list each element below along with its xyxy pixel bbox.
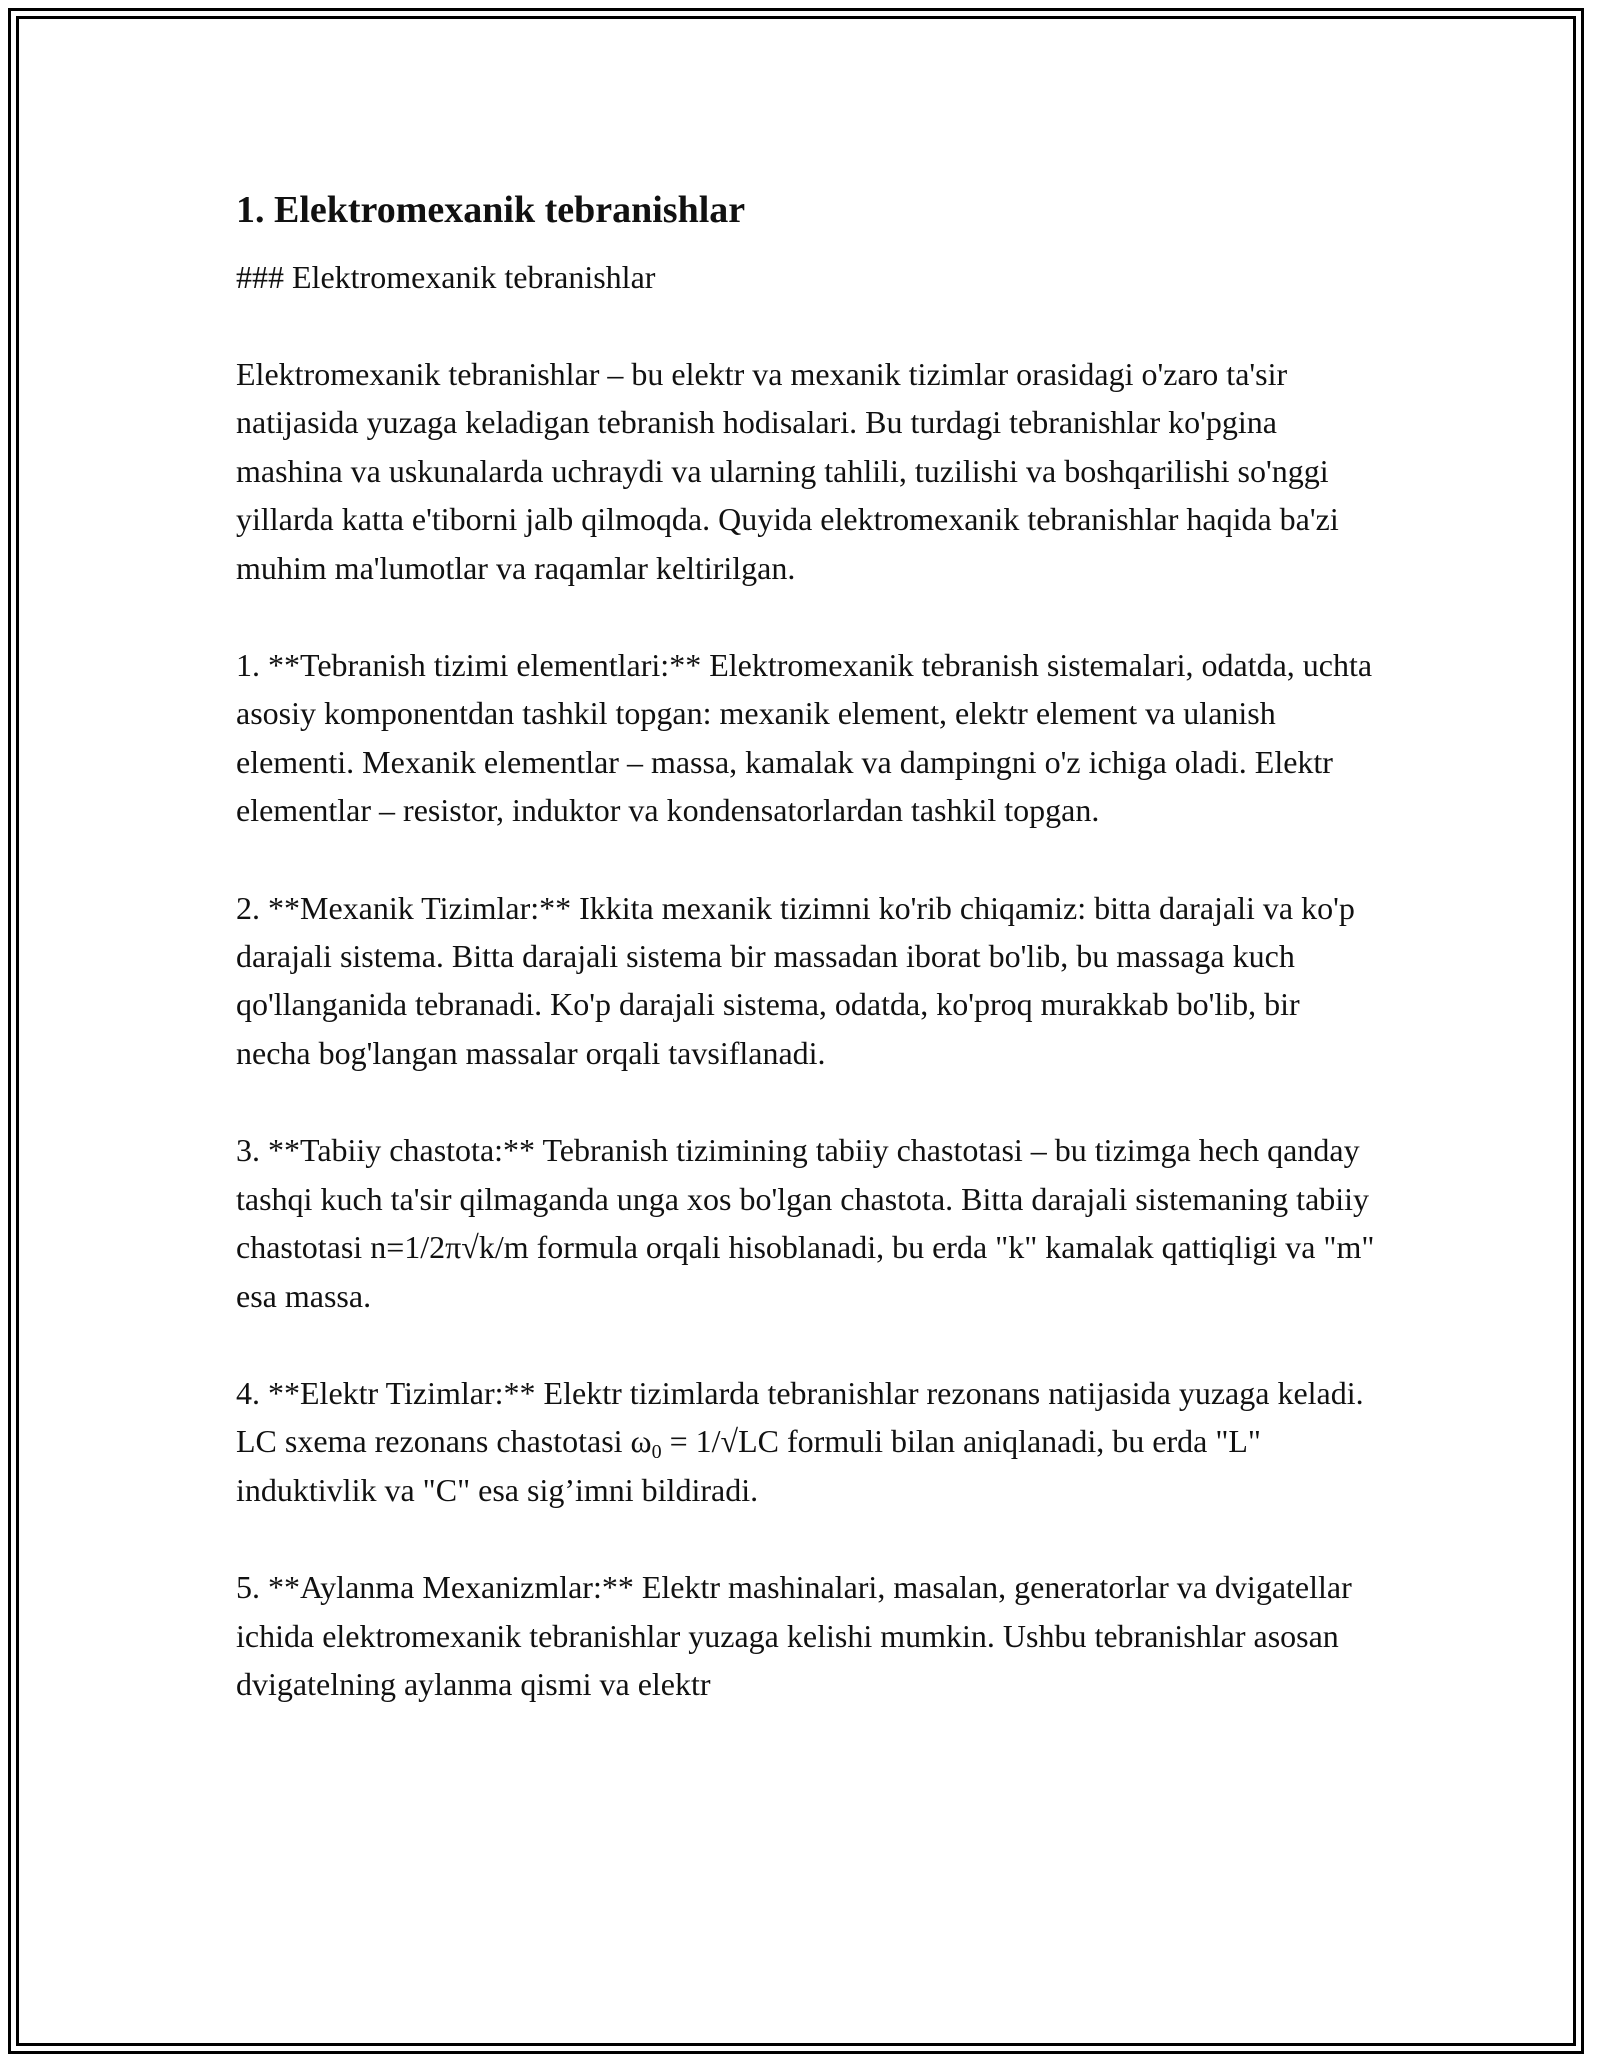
list-item-3: 3. **Tabiiy chastota:** Tebranish tizimining tabiiy chastotasi – bu tizimga hech qanday tashqi kuch ta'sir qilmaganda unga xos bo'lgan chastota. Bitta darajali sistemaning tabiiy chastotasi n=1/2π√k/m formula orqali hisoblanadi, bu erda "k" kamalak qattiqligi va "m" esa massa. (236, 1132, 1375, 1314)
list-item-4-text-end: = 1/√LC formuli bilan aniqlanadi, bu erda "L" induktivlik va "C" esa sig’imni bildiradi. (236, 1423, 1261, 1508)
list-item-1: 1. **Tebranish tizimi elementlari:** Elektromexanik tebranish sistemalari, odatda, uchta asosiy komponentdan tashkil topgan: mexanik element, elektr element va ulanish elementi. Mexanik elementlar – massa, kamalak va dampingni o'z ichiga oladi. Elektr elementlar – resistor, induktor va kondensatorlardan tashkil topgan. (236, 647, 1373, 829)
list-item-2: 2. **Mexanik Tizimlar:** Ikkita mexanik tizimni ko'rib chiqamiz: bitta darajali va ko'p darajali sistema. Bitta darajali sistema bir massadan iborat bo'lib, bu massaga kuch qo'llanganida tebranadi. Ko'p darajali sistema, odatda, ko'proq murakkab bo'lib, bir necha bog'langan massalar orqali tavsiflanadi. (236, 889, 1355, 1071)
list-item-4 (236, 1369, 1376, 1514)
document-body (236, 185, 1376, 1708)
list-item-5: 5. **Aylanma Mexanizmlar:** Elektr mashinalari, masalan, generatorlar va dvigatellar ichida elektromexanik tebranishlar yuzaga kelishi mumkin. Ushbu tebranishlar asosan dvigatelning aylanma qismi va elektr (236, 1569, 1352, 1702)
document-subheading: ### Elektromexanik tebranishlar (236, 259, 656, 295)
document-title: 1. Elektromexanik tebranishlar (236, 189, 746, 231)
omega-subscript: 0 (651, 1441, 662, 1464)
list-item-4-text-start: 4. **Elektr Tizimlar:** Elektr tizimlarda tebranishlar rezonans natijasida yuzaga keladi. LC sxema rezonans chastotasi ω (236, 1374, 1364, 1460)
intro-paragraph: Elektromexanik tebranishlar – bu elektr va mexanik tizimlar orasidagi o'zaro ta'sir natijasida yuzaga keladigan tebranish hodisalari. Bu turdagi tebranishlar ko'pgina mashina va uskunalarda uchraydi va ularning tahlili, tuzilishi va boshqarilishi so'nggi yillarda katta e'tiborni jalb qilmoqda. Quyida elektromexanik tebranishlar haqida ba'zi muhim ma'lumotlar va raqamlar keltirilgan. (236, 356, 1339, 586)
